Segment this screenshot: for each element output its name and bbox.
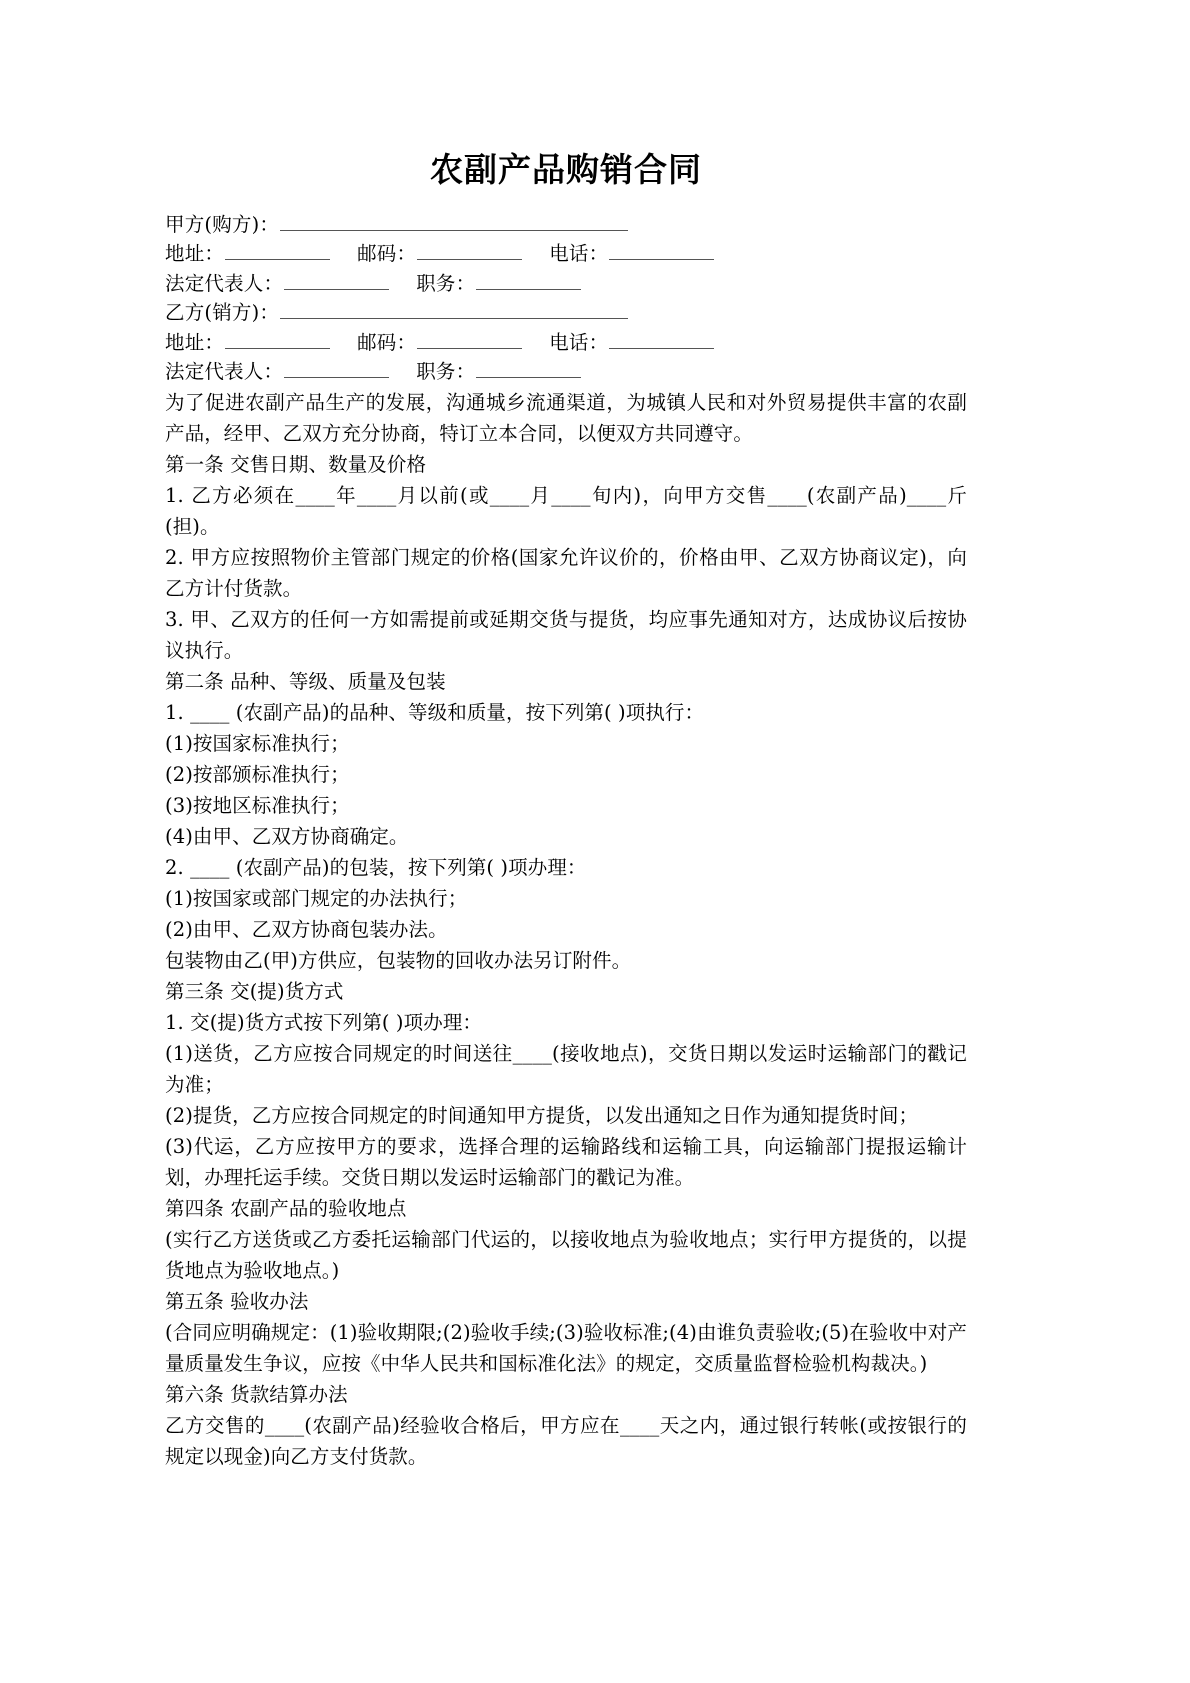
phone-label-2: 电话： [549,330,609,354]
article-3-item-1: 1. 交(提)货方式按下列第( )项办理： [165,1010,483,1034]
article-2-item-2: (1)按国家标准执行； [165,731,350,755]
buyer-label: 甲方(购方)： [165,212,280,236]
article-2-item-5: (4)由甲、乙双方协商确定。 [165,824,409,848]
seller-address-row [165,328,967,358]
article-6-item-1: 乙方交售的____(农副产品)经验收合格后，甲方应在____天之内，通过银行转帐(或按银行的规定以现金)向乙方支付货款。 [165,1413,967,1468]
postcode-label-2: 邮码： [357,330,417,354]
article-3-item-3: (2)提货，乙方应按合同规定的时间通知甲方提货，以发出通知之日作为通知提货时间； [165,1103,919,1127]
article-2-heading: 第二条 品种、等级、质量及包装 [165,669,446,693]
article-1-item-1: 1. 乙方必须在____年____月以前(或____月____旬内)，向甲方交售____(农副产品)____斤(担)。 [165,483,967,538]
article-5-item-1: (合同应明确规定：(1)验收期限;(2)验收手续;(3)验收标准;(4)由谁负责验收;(5)在验收中对产量质量发生争议，应按《中华人民共和国标准化法》的规定，交质量监督检验机构裁决。) [165,1320,967,1375]
article-2-item-8: (2)由甲、乙双方协商包装办法。 [165,917,448,941]
seller-legal-rep-row [165,357,967,387]
seller-label: 乙方(销方)： [165,301,280,325]
party-info-form [165,210,967,387]
seller-position-blank[interactable] [476,359,581,379]
seller-legal-rep-blank[interactable] [284,359,389,379]
address-label: 地址： [165,242,225,266]
article-4-heading: 第四条 农副产品的验收地点 [165,1196,407,1220]
page-title: 农副产品购销合同 [430,150,702,189]
article-2-item-9: 包装物由乙(甲)方供应，包装物的回收办法另订附件。 [165,948,632,972]
document-body [165,387,967,1472]
buyer-phone-blank[interactable] [609,241,714,261]
article-2-item-1: 1. ____ (农副产品)的品种、等级和质量，按下列第( )项执行： [165,700,705,724]
legal-rep-label-2: 法定代表人： [165,360,284,384]
buyer-address-blank[interactable] [225,241,330,261]
article-2-item-6: 2. ____ (农副产品)的包装，按下列第( )项办理： [165,855,587,879]
article-3-heading: 第三条 交(提)货方式 [165,979,344,1003]
position-label: 职务： [416,271,476,295]
buyer-legal-rep-blank[interactable] [284,270,389,290]
article-2-item-3: (2)按部颁标准执行； [165,762,350,786]
position-label-2: 职务： [416,360,476,384]
buyer-address-row [165,239,967,269]
article-1-item-3: 3. 甲、乙双方的任何一方如需提前或延期交货与提货，均应事先通知对方，达成协议后按协议执行。 [165,607,967,662]
seller-address-blank[interactable] [225,329,330,349]
buyer-position-blank[interactable] [476,270,581,290]
article-3-item-4: (3)代运，乙方应按甲方的要求，选择合理的运输路线和运输工具，向运输部门提报运输计划，办理托运手续。交货日期以发运时运输部门的戳记为准。 [165,1134,967,1189]
buyer-name-row [165,210,967,240]
article-5-heading: 第五条 验收办法 [165,1289,309,1313]
article-1-item-2: 2. 甲方应按照物价主管部门规定的价格(国家允许议价的，价格由甲、乙双方协商议定)，向乙方计付货款。 [165,545,967,600]
buyer-postcode-blank[interactable] [417,241,522,261]
article-2-item-4: (3)按地区标准执行； [165,793,350,817]
postcode-label: 邮码： [357,242,417,266]
article-1-heading: 第一条 交售日期、数量及价格 [165,452,427,476]
phone-label: 电话： [549,242,609,266]
seller-name-blank[interactable] [280,300,628,320]
article-3-item-2: (1)送货，乙方应按合同规定的时间送往____(接收地点)，交货日期以发运时运输部门的戳记为准； [165,1041,967,1096]
legal-rep-label: 法定代表人： [165,271,284,295]
seller-phone-blank[interactable] [609,329,714,349]
buyer-legal-rep-row [165,269,967,299]
article-2-item-7: (1)按国家或部门规定的办法执行； [165,886,468,910]
buyer-name-blank[interactable] [280,211,628,231]
seller-postcode-blank[interactable] [417,329,522,349]
preamble-paragraph: 为了促进农副产品生产的发展，沟通城乡流通渠道，为城镇人民和对外贸易提供丰富的农副产品，经甲、乙双方充分协商，特订立本合同，以便双方共同遵守。 [165,390,967,445]
article-4-item-1: (实行乙方送货或乙方委托运输部门代运的，以接收地点为验收地点；实行甲方提货的，以提货地点为验收地点。) [165,1227,967,1282]
document-content [165,0,967,1472]
article-6-heading: 第六条 货款结算办法 [165,1382,348,1406]
seller-name-row [165,298,967,328]
address-label-2: 地址： [165,330,225,354]
